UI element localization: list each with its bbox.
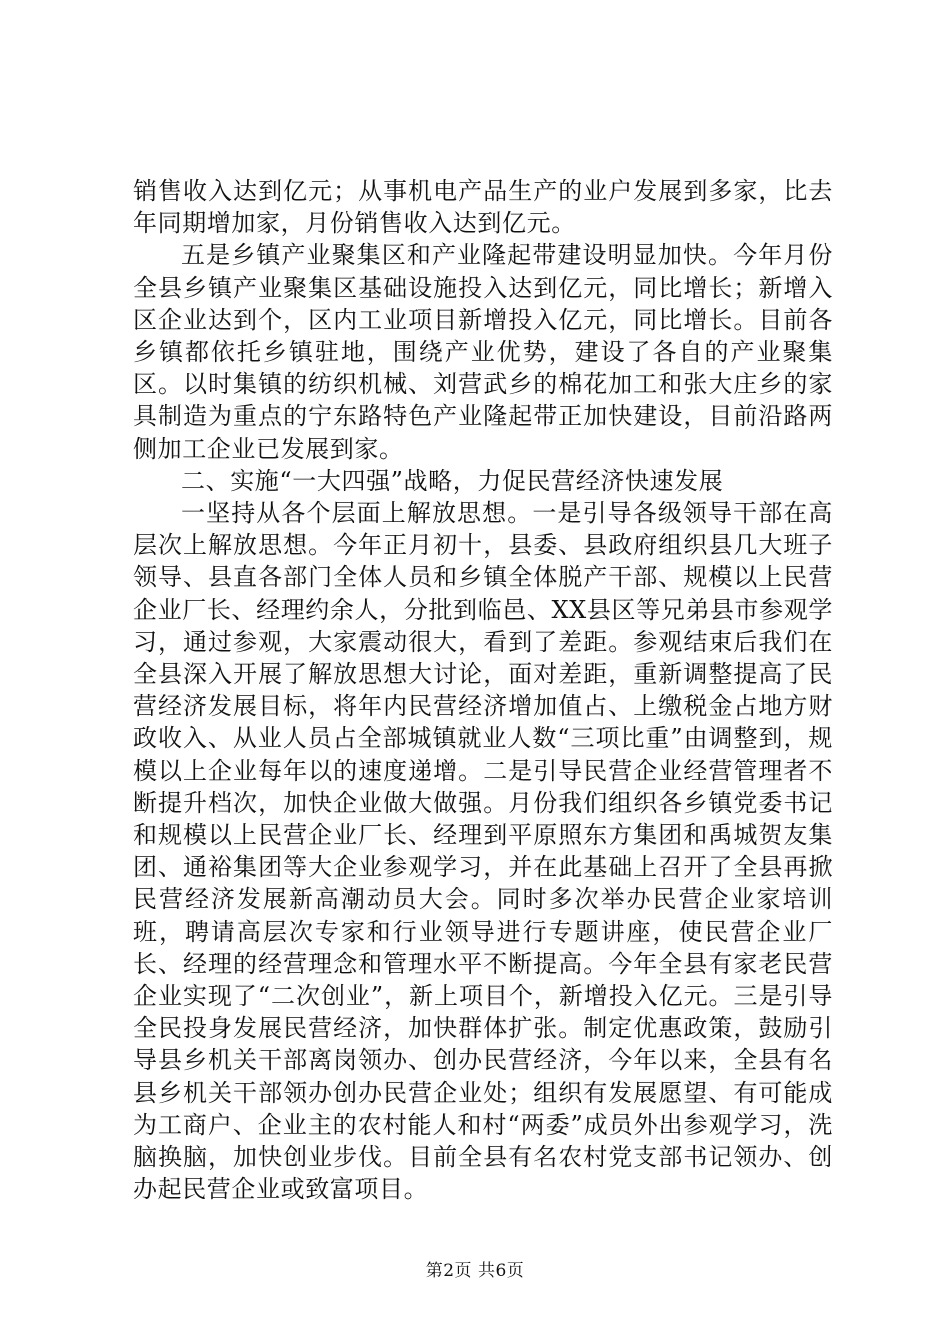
paragraph-industrial-zones: 五是乡镇产业聚集区和产业隆起带建设明显加快。今年月份全县乡镇产业聚集区基础设施投入达到亿元，同比增长；新增入区企业达到个，区内工业项目新增投入亿元，同比增长。目前各乡镇都依托乡镇驻地，围绕产业优势，建设了各自的产业聚集区。以时集镇的纺织机械、刘营武乡的棉花加工和张大庄乡的家具制造为重点的宁东路特色产业隆起带正加快建设，目前沿路两侧加工企业已发展到家。: [133, 241, 833, 463]
paragraph-emancipate-thinking: 一坚持从各个层面上解放思想。一是引导各级领导干部在高层次上解放思想。今年正月初十，县委、县政府组织县几大班子领导、县直各部门全体人员和乡镇全体脱产干部、规模以上民营企业厂长、经理约余人，分批到临邑、XX县区等兄弟县市参观学习，通过参观，大家震动很大，看到了差距。参观结束后我们在全县深入开展了解放思想大讨论，面对差距，重新调整提高了民营经济发展目标，将年内民营经济增加值占、上缴税金占地方财政收入、从业人员占全部城镇就业人数“三项比重”由调整到，规模以上企业每年以的速度递增。二是引导民营企业经营管理者不断提升档次，加快企业做大做强。月份我们组织各乡镇党委书记和规模以上民营企业厂长、经理到平原照东方集团和禹城贺友集团、通裕集团等大企业参观学习，并在此基础上召开了全县再掀民营经济发展新高潮动员大会。同时多次举办民营企业家培训班，聘请高层次专家和行业领导进行专题讲座，使民营企业厂长、经理的经营理念和管理水平不断提高。今年全县有家老民营企业实现了“二次创业”，新上项目个，新增投入亿元。三是引导全民投身发展民营经济，加快群体扩张。制定优惠政策，鼓励引导县乡机关干部离岗领办、创办民营经济，今年以来，全县有名县乡机关干部领办创办民营企业处；组织有发展愿望、有可能成为工商户、企业主的农村能人和村“两委”成员外出参观学习，洗脑换脑，加快创业步伐。目前全县有名农村党支部书记领办、创办起民营企业或致富项目。: [133, 499, 833, 1204]
paragraph-continuation: 销售收入达到亿元；从事机电产品生产的业户发展到多家，比去年同期增加家，月份销售收入达到亿元。: [133, 177, 833, 238]
section-heading: 二、实施“一大四强”战略，力促民营经济快速发展: [181, 466, 724, 495]
page-footer: 第2页 共6页: [425, 1261, 525, 1281]
document-body: [133, 175, 833, 1206]
